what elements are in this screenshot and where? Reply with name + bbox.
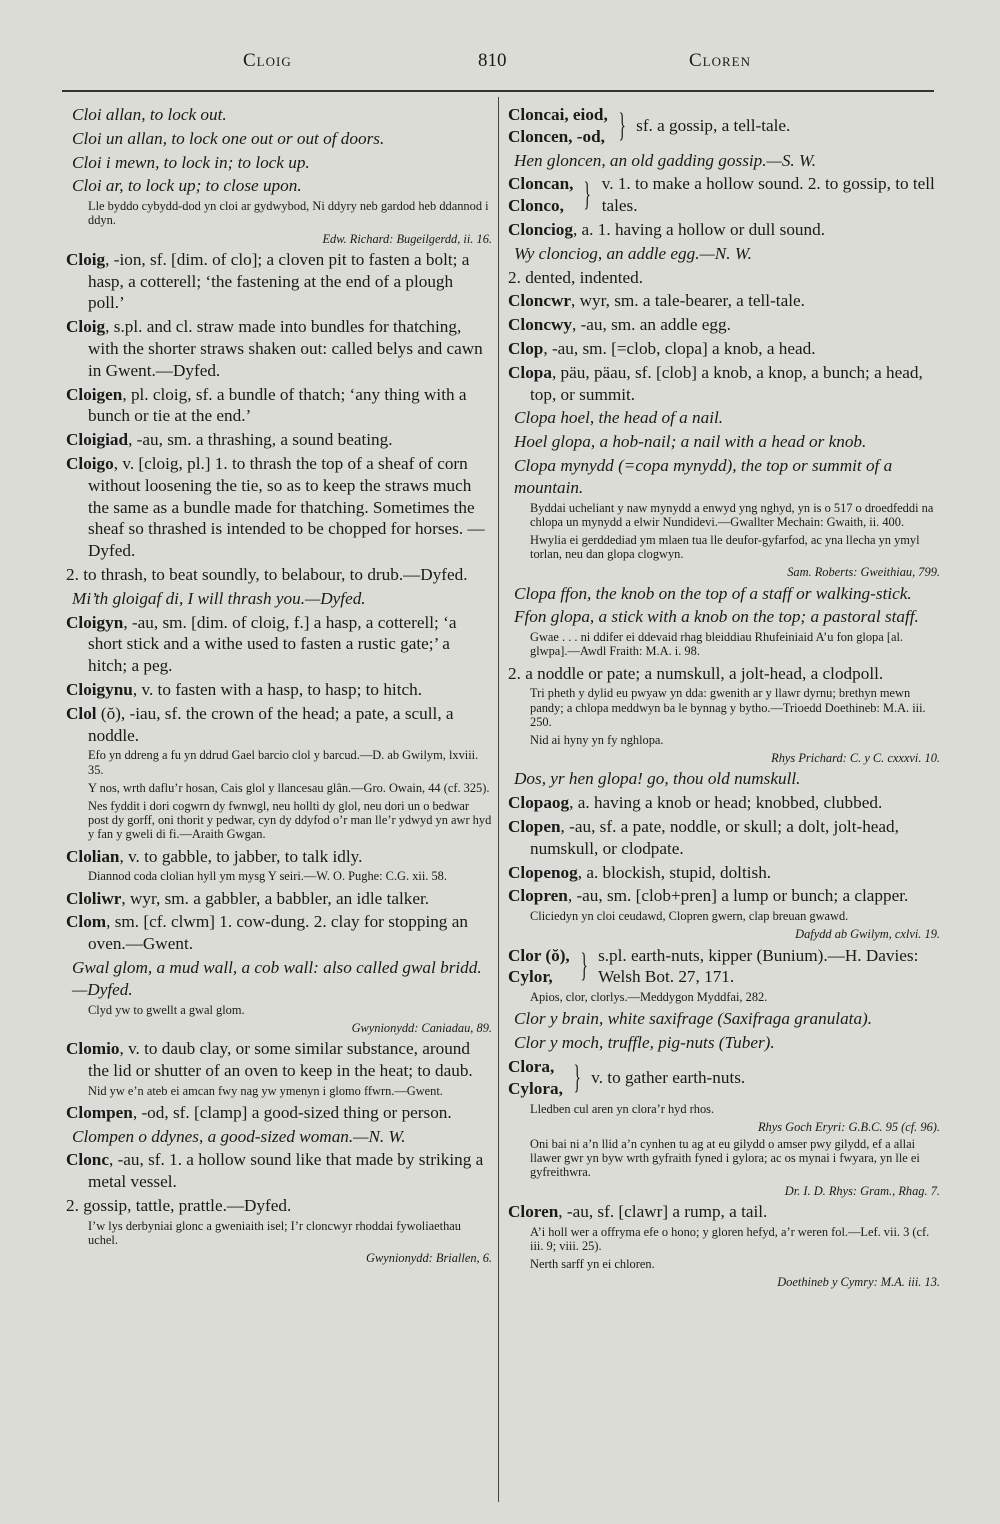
headword: Clompen xyxy=(66,1102,133,1122)
entry-clopa: Clopa, päu, päau, sf. [clob] a knob, a knop, a bunch; a head, top, or summit. xyxy=(508,362,923,404)
entry-cloig: Cloig, -ion, sf. [dim. of clo]; a cloven pit to fasten a bolt; a hasp, a cotterell; ‘the fastening at the end of a plough poll.’ xyxy=(66,249,470,313)
definition: v. to gather earth-nuts. xyxy=(591,1067,746,1087)
quotation: Diannod coda clolian hyll ym mysg Y seiri.—W. O. Pughe: C.G. xii. 58. xyxy=(88,869,447,884)
citation: Dafydd ab Gwilym, cxlvi. 19. xyxy=(795,927,940,942)
quotation: Hwylia ei gerddediad ym mlaen tua lle deufor-gyfarfod, ac yna llecha yn ymyl torlan, neu dan glopa clogwyn. xyxy=(530,532,920,562)
phrase: Clor y brain, white saxifrage (Saxifraga granulata). xyxy=(514,1009,873,1029)
headword: Cloncwy xyxy=(508,315,572,335)
brace-glyph: } xyxy=(583,176,592,214)
headword: Cloren xyxy=(508,1201,559,1221)
entry-cloigiad: Cloigiad, -au, sm. a thrashing, a sound beating. xyxy=(66,430,393,450)
headword: Clopen xyxy=(508,816,561,836)
headword: Clor (ŏ), xyxy=(508,945,570,965)
definition: v. 1. to make a hollow sound. 2. to gossip, to tell tales. xyxy=(601,174,935,216)
entry-clomio: Clomio, v. to daub clay, or some similar substance, around the lid or shutter of an oven to keep in the heat; to daub. xyxy=(66,1038,473,1080)
headword: Clonc xyxy=(66,1150,109,1170)
headword: Cloigynu xyxy=(66,679,133,699)
quotation: I’w lys derbyniai glonc a gweniaith isel; I’r cloncwyr rhoddai fywoliaethau uchel. xyxy=(88,1218,461,1247)
quotation: Efo yn ddreng a fu yn ddrud Gael barcio clol y barcud.—D. ab Gwilym, lxviii. 35. xyxy=(88,748,479,777)
headword: Clom xyxy=(66,912,107,932)
headword: Clopa xyxy=(508,362,552,382)
sense-2: 2. a noddle or pate; a numskull, a jolt-head, a clodpoll. xyxy=(508,663,884,683)
sense-2: 2. dented, indented. xyxy=(508,267,644,287)
phrase: Cloi ar, to lock up; to close upon. xyxy=(72,176,302,196)
brace-glyph: } xyxy=(618,106,626,144)
quotation: Byddai ucheliant y naw mynydd a enwyd yng nghyd, yn is o 517 o droedfeddi na chlopa un mynydd a elwir Nundidevi.—Gwallter Mechain: Gwaith, ii. 400. xyxy=(530,500,934,529)
quotation: Nid yw e’n ateb ei amcan fwy nag yw ymenyn i glomo ffwrn.—Gwent. xyxy=(88,1083,443,1098)
entry-clora-cylora xyxy=(508,1056,940,1100)
headword: Cloig xyxy=(66,249,106,269)
citation: Dr. I. D. Rhys: Gram., Rhag. 7. xyxy=(784,1183,940,1198)
brace-glyph: } xyxy=(580,947,588,985)
citation: Edw. Richard: Bugeilgerdd, ii. 16. xyxy=(322,231,492,246)
entry-clopren: Clopren, -au, sm. [clob+pren] a lump or bunch; a clapper. xyxy=(508,886,909,906)
quotation: Oni bai ni a’n llid a’n cynhen tu ag at eu gilydd o amser pwy gilydd, ef a allai llawer gwr yn byw wrth gyfraith fyned i gylora; ac os mynai i fwyara, yn lle ei gyfreithwra. xyxy=(530,1136,920,1180)
headword: Clolian xyxy=(66,846,120,866)
entry-cloncwr: Cloncwr, wyr, sm. a tale-bearer, a tell-tale. xyxy=(508,291,805,311)
headword: Cylora, xyxy=(508,1078,563,1098)
phrase: Ffon glopa, a stick with a knob on the top; a pastoral staff. xyxy=(514,607,919,627)
entry-cloncwy: Cloncwy, -au, sm. an addle egg. xyxy=(508,315,731,335)
column-divider xyxy=(498,97,499,1502)
phrase: Dos, yr hen glopa! go, thou old numskull. xyxy=(514,769,801,789)
quotation: Gwae . . . ni ddifer ei ddevaid rhag bleiddiau Rhufeiniaid A’u fon glopa [al. glwpa].—Awdl Fraith: M.A. i. 98. xyxy=(530,630,903,659)
headword: Cloncwr xyxy=(508,291,572,311)
entry-clop: Clop, -au, sm. [=clob, clopa] a knob, a head. xyxy=(508,338,816,358)
entry-clonciog: Clonciog, a. 1. having a hollow or dull sound. xyxy=(508,219,825,239)
header-rule xyxy=(62,90,934,92)
headword: Clomio xyxy=(66,1038,120,1058)
phrase: Clopa ffon, the knob on the top of a staff or walking-stick. xyxy=(514,583,912,603)
entry-clor-cylor xyxy=(508,945,940,989)
citation: Sam. Roberts: Gweithiau, 799. xyxy=(787,565,940,580)
headword: Cloigyn xyxy=(66,612,124,632)
quotation: Lledben cul aren yn clora’r hyd rhos. xyxy=(530,1101,715,1116)
phrase: Hoel glopa, a hob-nail; a nail with a head or knob. xyxy=(514,432,867,452)
citation: Gwynionydd: Caniadau, 89. xyxy=(351,1020,492,1035)
entry-clopaog: Clopaog, a. having a knob or head; knobbed, clubbed. xyxy=(508,793,883,813)
headword: Cloig xyxy=(66,317,106,337)
headword: Cylor, xyxy=(508,967,553,987)
entry-cloliwr: Cloliwr, wyr, sm. a gabbler, a babbler, an idle talker. xyxy=(66,888,430,908)
running-head-left: Cloig xyxy=(243,50,292,71)
quotation: A’i holl wer a offryma efe o hono; y gloren hefyd, a’r weren fol.—Lef. vii. 3 (cf. iii. 9; viii. 25). xyxy=(530,1224,930,1253)
running-head-right: Cloren xyxy=(689,50,752,71)
entry-clopenog: Clopenog, a. blockish, stupid, doltish. xyxy=(508,862,772,882)
headword: Clopren xyxy=(508,886,568,906)
headword-pair xyxy=(508,173,573,217)
phrase: Clopa mynydd (=copa mynydd), the top or summit of a mountain. xyxy=(514,455,893,497)
entry-cloren: Cloren, -au, sf. [clawr] a rump, a tail. xyxy=(508,1201,768,1221)
headword: Clol xyxy=(66,703,101,723)
quotation: Nerth sarff yn ei chloren. xyxy=(530,1256,655,1271)
phrase: Clompen o ddynes, a good-sized woman.—N. W. xyxy=(72,1126,406,1146)
citation: Doethineb y Cymry: M.A. iii. 13. xyxy=(777,1275,940,1290)
right-column xyxy=(508,104,940,1292)
definition: sf. a gossip, a tell-tale. xyxy=(636,115,791,135)
headword: Cloigo xyxy=(66,453,114,473)
phrase: Wy clonciog, an addle egg.—N. W. xyxy=(514,243,752,263)
quotation: Nes fyddit i dori cogwrn dy fwnwgl, neu hollti dy glol, neu dori un o bedwar post dy gorff, oni thorit y pedwar, cyn dy ddyfod o’r man lle’r ydwyd yn awr hyd y fan y gweli di fi.—Araith Gwgan. xyxy=(88,798,492,842)
sense-2: 2. to thrash, to beat soundly, to belabour, to drub.—Dyfed. xyxy=(66,564,468,584)
entry-clom: Clom, sm. [cf. clwm] 1. cow-dung. 2. clay for stopping an oven.—Gwent. xyxy=(66,912,468,954)
headword-pair xyxy=(508,104,608,148)
entry-cloigen: Cloigen, pl. cloig, sf. a bundle of thatch; ‘any thing with a bunch or tie at the end.’ xyxy=(66,384,467,426)
phrase: Hen gloncen, an old gadding gossip.—S. W. xyxy=(514,150,817,170)
entry-cloigynu: Cloigynu, v. to fasten with a hasp, to hasp; to hitch. xyxy=(66,679,422,699)
quotation: Tri pheth y dylid eu pwyaw yn dda: gwenith ar y llawr dyrnu; brethyn mewn pandy; a chlopa meddwyn ba le bynnag y bytho.—Trioedd Doethineb: M.A. iii. 250. xyxy=(530,686,926,729)
headword: Clop xyxy=(508,338,544,358)
citation: Rhys Prichard: C. y C. cxxxvi. 10. xyxy=(771,751,940,766)
entry-cloigyn: Cloigyn, -au, sm. [dim. of cloig, f.] a hasp, a cotterell; ‘a short stick and a withe used to fasten a rustic gate;’ a hitch; a peg. xyxy=(66,612,457,676)
quotation: Lle byddo cybydd-dod yn cloi ar gydwybod, Ni ddyry neb gardod heb ddannod i ddyn. xyxy=(88,199,489,228)
brace-glyph: } xyxy=(573,1058,581,1096)
headword: Cloncan, xyxy=(508,174,574,194)
entry-cloigo: Cloigo, v. [cloig, pl.] 1. to thrash the top of a sheaf of corn without loosening the tie, so as to keep the straws much the same as a bundle made for thatching. Sometimes the sheaf so thrashed is intended to be chopped for horses. —Dyfed. xyxy=(66,453,485,561)
entry-clonc: Clonc, -au, sf. 1. a hollow sound like that made by striking a metal vessel. xyxy=(66,1150,484,1192)
phrase: Clopa hoel, the head of a nail. xyxy=(514,408,724,428)
quotation: Apios, clor, clorlys.—Meddygon Myddfai, 282. xyxy=(530,990,768,1005)
headword: Cloigen xyxy=(66,384,123,404)
headword: Clonco, xyxy=(508,196,564,216)
entry-cloncan-clonco xyxy=(508,173,940,217)
entry-cloig-plural: Cloig, s.pl. and cl. straw made into bundles for thatching, with the shorter straws shaken out: called belys and cawn in Gwent.—Dyfed. xyxy=(66,317,483,380)
entry-cloncai-cloncen xyxy=(508,104,940,148)
headword: Clopaog xyxy=(508,793,570,813)
citation: Gwynionydd: Briallen, 6. xyxy=(366,1251,492,1266)
entry-clompen: Clompen, -od, sf. [clamp] a good-sized thing or person. xyxy=(66,1102,452,1122)
quotation: Nid ai hyny yn fy nghlopa. xyxy=(530,732,664,747)
phrase: Clor y moch, truffle, pig-nuts (Tuber). xyxy=(514,1033,775,1053)
page-number: 810 xyxy=(478,50,507,71)
phrase: Cloi allan, to lock out. xyxy=(72,105,227,124)
left-column xyxy=(66,104,492,1268)
entry-clopen: Clopen, -au, sf. a pate, noddle, or skull; a dolt, jolt-head, numskull, or clodpate. xyxy=(508,816,899,858)
entry-clol: Clol (ŏ), -iau, sf. the crown of the head; a pate, a scull, a noddle. xyxy=(66,703,454,745)
definition: s.pl. earth-nuts, kipper (Bunium).—H. Davies: Welsh Bot. 27, 171. xyxy=(598,945,919,987)
headword-pair xyxy=(508,945,570,989)
phrase: Cloi i mewn, to lock in; to lock up. xyxy=(72,152,310,172)
phrase: Mi’th gloigaf di, I will thrash you.—Dyfed. xyxy=(72,588,366,608)
citation: Rhys Goch Eryri: G.B.C. 95 (cf. 96). xyxy=(757,1119,940,1134)
quotation: Clyd yw to gwellt a gwal glom. xyxy=(88,1002,245,1017)
entry-clolian: Clolian, v. to gabble, to jabber, to talk idly. xyxy=(66,846,363,866)
phrase: Gwal glom, a mud wall, a cob wall: also called gwal bridd.—Dyfed. xyxy=(72,957,482,999)
headword: Clonciog xyxy=(508,219,573,239)
headword: Clopenog xyxy=(508,862,578,882)
headword: Cloigiad xyxy=(66,430,129,450)
headword: Cloliwr xyxy=(66,888,122,908)
quotation: Cliciedyn yn cloi ceudawd, Clopren gwern, clap breuan gwawd. xyxy=(530,909,849,924)
headword: Cloncen, -od, xyxy=(508,126,605,146)
sense-2: 2. gossip, tattle, prattle.—Dyfed. xyxy=(66,1195,292,1215)
headword: Clora, xyxy=(508,1056,555,1076)
headword-pair xyxy=(508,1056,563,1100)
quotation: Y nos, wrth daflu’r hosan, Cais glol y llancesau glân.—Gro. Owain, 44 (cf. 325). xyxy=(88,780,490,795)
phrase: Cloi un allan, to lock one out or out of doors. xyxy=(72,128,385,148)
headword: Cloncai, eiod, xyxy=(508,105,608,124)
